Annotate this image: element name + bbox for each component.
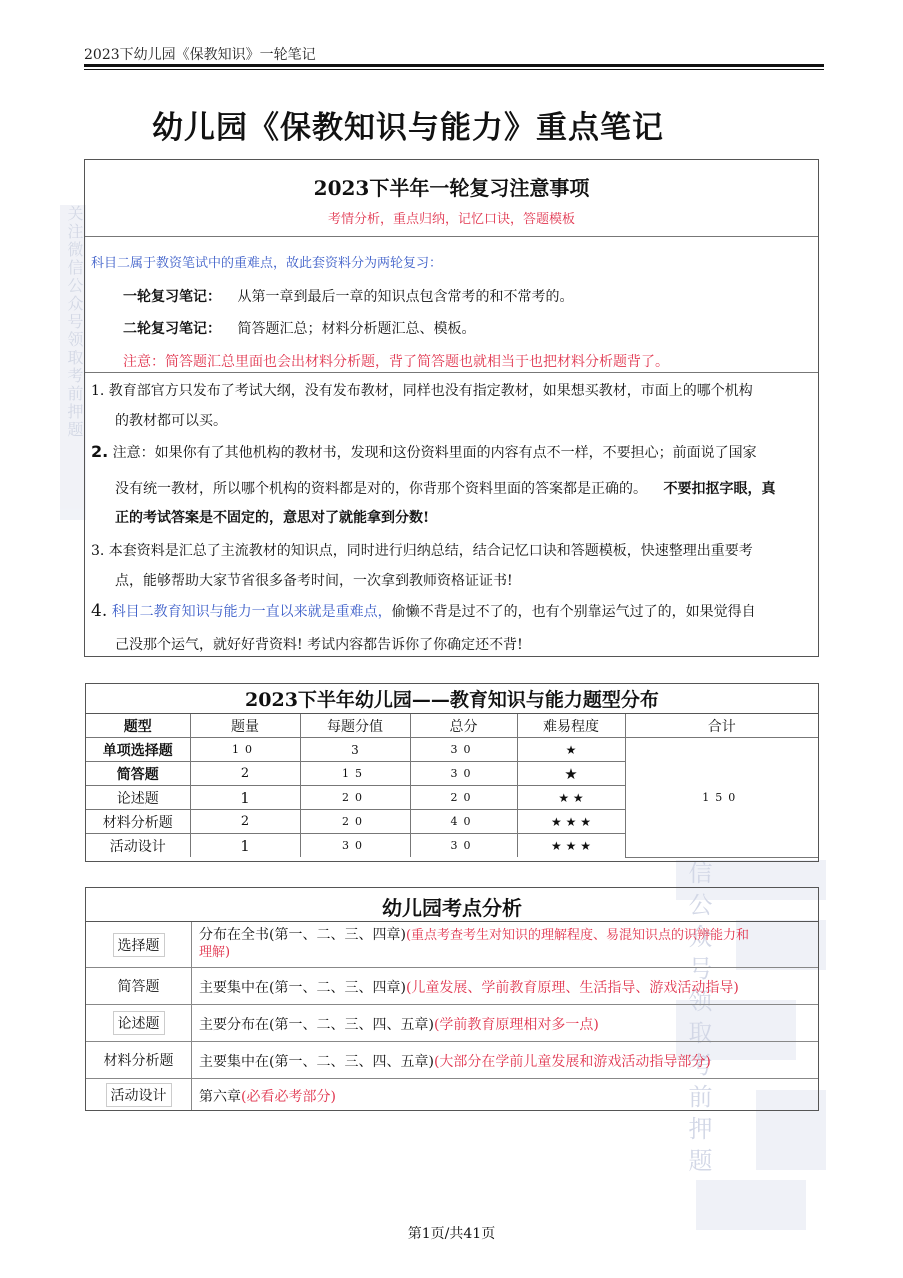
point-2-line1: 注意：如果你有了其他机构的教材书，发现和这份资料里面的内容有点不一样，不要担心；前面说了国家 <box>112 445 757 461</box>
notice-warning: 注意：简答题汇总里面也会出材料分析题，背了简答题也就相当于也把材料分析题背了。 <box>123 354 669 370</box>
point-3-line2: 点，能够帮助大家节省很多备考时间，一次拿到教师资格证证书! <box>115 573 513 589</box>
type-cell: 单项选择题 <box>86 738 190 762</box>
analysis-label: 材料分析题 <box>103 1053 174 1069</box>
table-header-row <box>86 714 818 738</box>
total-cell: 30 <box>410 738 517 762</box>
point-1-line2: 的教材都可以买。 <box>115 413 227 429</box>
running-header: 2023下幼儿园《保教知识》一轮笔记 <box>84 47 316 63</box>
header-cell: 总分 <box>410 714 517 738</box>
analysis-text: 第六章 <box>199 1089 241 1105</box>
page-number: 第1页/共41页 <box>407 1226 496 1242</box>
count-cell: 2 <box>190 762 300 786</box>
type-cell: 活动设计 <box>86 834 190 858</box>
analysis-label: 简答题 <box>117 979 160 995</box>
point-4-line2: 己没那个运气，就好好背资料! 考试内容都告诉你了你确定还不背! <box>115 637 523 653</box>
difficulty-cell: ★ ★ ★ <box>517 810 625 834</box>
point-4-number: 4. <box>91 601 108 621</box>
exam-point-analysis-table <box>85 887 819 1111</box>
analysis-note: (必看必考部分) <box>241 1089 336 1105</box>
score-cell: 15 <box>300 762 410 786</box>
analysis-label: 活动设计 <box>106 1083 172 1107</box>
count-cell: 2 <box>190 810 300 834</box>
point-4-line1a: 科目二教育知识与能力一直以来就是重难点， <box>111 604 392 620</box>
score-cell: 3 <box>300 738 410 762</box>
notice-title: 2023下半年一轮复习注意事项 <box>313 176 590 200</box>
distribution-grid <box>86 714 818 858</box>
analysis-note: (儿童发展、学前教育原理、生活指导、游戏活动指导) <box>405 980 739 996</box>
header-rule <box>84 64 824 67</box>
notice-intro: 科目二属于教资笔试中的重难点，故此套资料分为两轮复习： <box>91 256 443 271</box>
type-cell: 材料分析题 <box>86 810 190 834</box>
total-cell: 40 <box>410 810 517 834</box>
difficulty-cell: ★ <box>517 738 625 762</box>
table-row <box>86 922 818 968</box>
table-row <box>86 738 818 762</box>
question-distribution-table <box>85 683 819 862</box>
point-2-line2a: 没有统一教材，所以哪个机构的资料都是对的，你背那个资料里面的答案都是正确的。 <box>115 481 647 497</box>
distribution-title: 2023下半年幼儿园——教育知识与能力题型分布 <box>86 684 818 714</box>
analysis-note: (重点考查考生对知识的理解程度、易混知识点的识辨能力和 <box>405 928 750 943</box>
score-cell: 30 <box>300 834 410 858</box>
count-cell: 1 <box>190 786 300 810</box>
header-cell: 合计 <box>625 714 818 738</box>
point-2-line2b: 不要扣抠字眼，真 <box>663 481 776 497</box>
analysis-text: 主要集中在(第一、二、三、四章) <box>199 980 406 996</box>
difficulty-cell: ★ ★ <box>517 786 625 810</box>
notice-box <box>84 159 819 657</box>
header-cell: 题量 <box>190 714 300 738</box>
analysis-note: (大部分在学前儿童发展和游戏活动指导部分) <box>433 1054 711 1070</box>
point-3-line1: 3. 本套资料是汇总了主流教材的知识点，同时进行归纳总结，结合记忆口诀和答题模板，快速整理出重要考 <box>91 543 753 559</box>
watermark-left: 关注微信公众号领取考前押题 <box>60 205 86 520</box>
round1-label: 一轮复习笔记： <box>123 289 221 305</box>
type-cell: 简答题 <box>86 762 190 786</box>
table-row <box>86 968 818 1005</box>
table-row <box>86 1079 818 1110</box>
point-2-number: 2. <box>91 442 109 461</box>
score-cell: 20 <box>300 786 410 810</box>
score-cell: 20 <box>300 810 410 834</box>
analysis-note-cont: 理解) <box>199 945 231 960</box>
notice-subtitle: 考情分析，重点归纳，记忆口诀，答题模板 <box>85 210 818 237</box>
round2-text: 简答题汇总；材料分析题汇总、模板。 <box>237 321 476 337</box>
analysis-label: 论述题 <box>113 1011 165 1035</box>
point-1-line1: 1. 教育部官方只发布了考试大纲，没有发布教材，同样也没有指定教材，如果想买教材，市面上的哪个机构 <box>91 383 753 399</box>
notice-divider <box>85 372 818 373</box>
watermark-right-text: 信公众号领取考前押题 <box>684 860 712 1180</box>
analysis-label: 选择题 <box>113 933 165 957</box>
point-4-line1b: 偷懒不背是过不了的，也有个别靠运气过了的，如果觉得自 <box>391 604 756 620</box>
difficulty-cell: ★ <box>517 762 625 786</box>
analysis-text: 主要分布在(第一、二、三、四、五章) <box>199 1017 434 1033</box>
analysis-text: 分布在全书(第一、二、三、四章) <box>199 927 406 943</box>
total-cell: 20 <box>410 786 517 810</box>
table-row <box>86 1042 818 1079</box>
analysis-title: 幼儿园考点分析 <box>86 888 818 922</box>
round1-text: 从第一章到最后一章的知识点包含常考的和不常考的。 <box>237 289 574 305</box>
header-cell: 难易程度 <box>517 714 625 738</box>
analysis-note: (学前教育原理相对多一点) <box>433 1017 599 1033</box>
analysis-text: 主要集中在(第一、二、三、四、五章) <box>199 1054 434 1070</box>
header-cell: 题型 <box>86 714 190 738</box>
total-cell: 30 <box>410 834 517 858</box>
count-cell: 1 <box>190 834 300 858</box>
difficulty-cell: ★ ★ ★ <box>517 834 625 858</box>
header-rule-thin <box>84 69 824 70</box>
total-cell: 30 <box>410 762 517 786</box>
count-cell: 10 <box>190 738 300 762</box>
sum-cell: 150 <box>625 738 818 858</box>
point-2-line3: 正的考试答案是不固定的，意思对了就能拿到分数! <box>115 510 430 526</box>
round2-label: 二轮复习笔记： <box>123 321 221 337</box>
header-cell: 每题分值 <box>300 714 410 738</box>
table-row <box>86 1005 818 1042</box>
page-title: 幼儿园《保教知识与能力》重点笔记 <box>152 110 664 146</box>
type-cell: 论述题 <box>86 786 190 810</box>
